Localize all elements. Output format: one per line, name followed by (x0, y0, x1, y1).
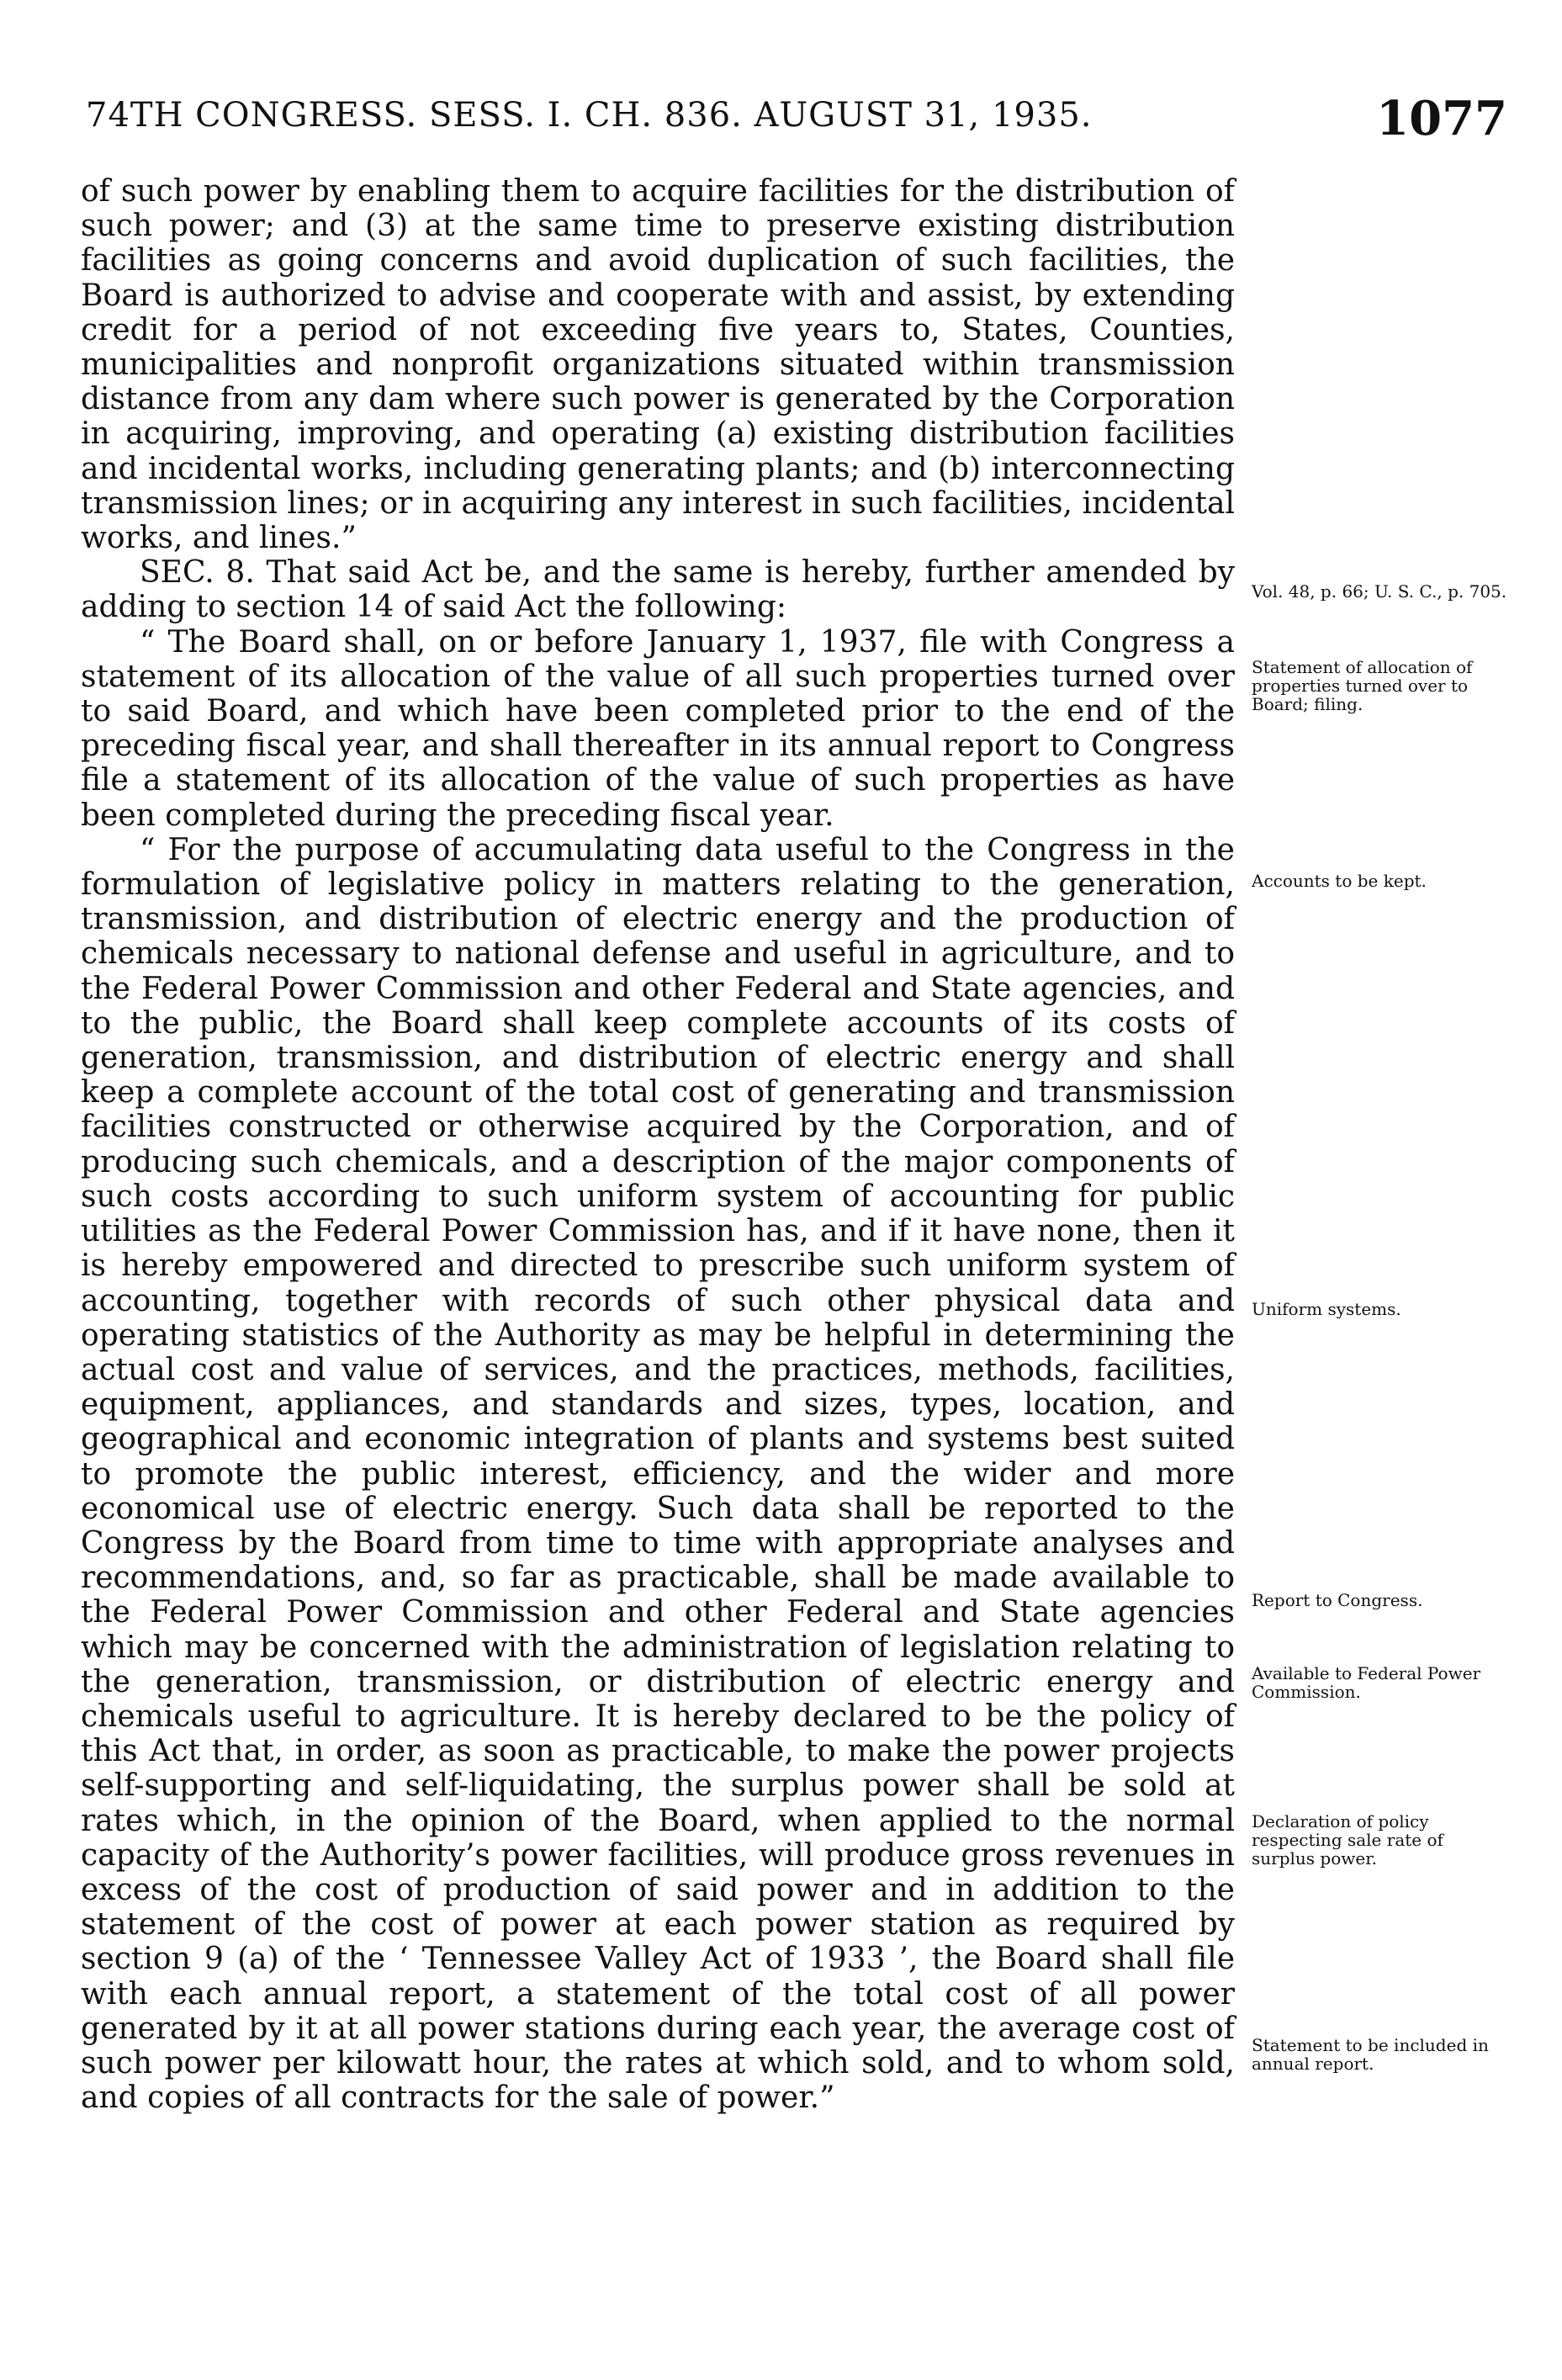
running-head: 74TH CONGRESS. SESS. I. CH. 836. AUGUST 31, 1935. (86, 96, 1093, 135)
margin-note-policy: Declaration of policy respecting sale rate of surplus power. (1252, 1811, 1443, 1868)
page-number: 1077 (1376, 91, 1507, 146)
body-text (81, 174, 1235, 2115)
paragraph-section-8: SEC. 8. That said Act be, and the same is hereby, further amended by adding to section 14 of said Act the following: (81, 555, 1235, 625)
margin-note-annual-report: Statement to be included in annual report. (1252, 2035, 1489, 2074)
margin-note-citation: Vol. 48, p. 66; U. S. C., p. 705. (1252, 581, 1507, 602)
paragraph-continuation: of such power by enabling them to acquire facilities for the distribution of such power; and (3) at the same time to preserve existing distribution facilities as going concerns and avoid duplication of such facilities, the Board is authorized to advise and cooperate with and assist, by extending credit for a period of not exceeding five years to, States, Counties, municipalities and nonprofit organizations situated within transmission distance from any dam where such power is generated by the Corporation in acquiring, improving, and operating (a) existing distribution facilities and incidental works, including generating plants; and (b) interconnecting transmission lines; or in acquiring any interest in such facilities, incidental works, and lines.” (81, 174, 1235, 556)
margin-note-accounts: Accounts to be kept. (1252, 871, 1427, 891)
paragraph-accounts: “ For the purpose of accumulating data useful to the Congress in the formulation of legislative policy in matters relating to the generation, transmission, and distribution of electric energy and the production of chemicals necessary to national defense and useful in agriculture, and to the Federal Power Commission and other Federal and State agencies, and to the public, the Board shall keep complete accounts of its costs of generation, transmission, and distribution of electric energy and shall keep a complete account of the total cost of generating and transmission facilities constructed or otherwise acquired by the Corporation, and of producing such chemicals, and a description of the major components of such costs according to such uniform system of accounting for public utilities as the Federal Power Commission has, and if it have none, then it is hereby empowered and directed to prescribe such uniform system of accounting, together with records of such other physical data and operating statistics of the Authority as may be helpful in determining the actual cost and value of services, and the practices, methods, facilities, equipment, appliances, and standards and sizes, types, location, and geographical and economic integration of plants and systems best suited to promote the public interest, efficiency, and the wider and more economical use of electric energy. Such data shall be reported to the Congress by the Board from time to time with appropriate analyses and recommendations, and, so far as practicable, shall be made available to the Federal Power Commission and other Federal and State agencies which may be concerned with the administration of legislation relating to the generation, transmission, or distribution of electric energy and chemicals useful to agriculture. It is hereby declared to be the policy of this Act that, in order, as soon as practicable, to make the power projects self-supporting and self-liquidating, the surplus power shall be sold at rates which, in the opinion of the Board, when applied to the normal capacity of the Authority’s power facilities, will produce gross revenues in excess of the cost of production of said power and in addition to the statement of the cost of power at each power station as required by section 9 (a) of the ‘ Tennessee Valley Act of 1933 ’, the Board shall file with each annual report, a statement of the total cost of all power generated by it at all power stations during each year, the average cost of such power per kilowatt hour, the rates at which sold, and to whom sold, and copies of all contracts for the sale of power.” (81, 832, 1235, 2116)
page-header (86, 91, 1507, 158)
margin-note-statement-allocation: Statement of allocation of properties turned over to Board; filing. (1252, 657, 1473, 714)
margin-note-uniform-systems: Uniform systems. (1252, 1299, 1401, 1319)
margin-note-available: Available to Federal Power Commission. (1252, 1663, 1481, 1702)
margin-note-report: Report to Congress. (1252, 1590, 1423, 1610)
paragraph-statement-allocation: “ The Board shall, on or before January 1, 1937, file with Congress a statement of its allocation of the value of all such properties turned over to said Board, and which have been completed prior to the end of the preceding fiscal year, and shall thereafter in its annual report to Congress file a statement of its allocation of the value of such properties as have been completed during the preceding fiscal year. (81, 624, 1235, 833)
